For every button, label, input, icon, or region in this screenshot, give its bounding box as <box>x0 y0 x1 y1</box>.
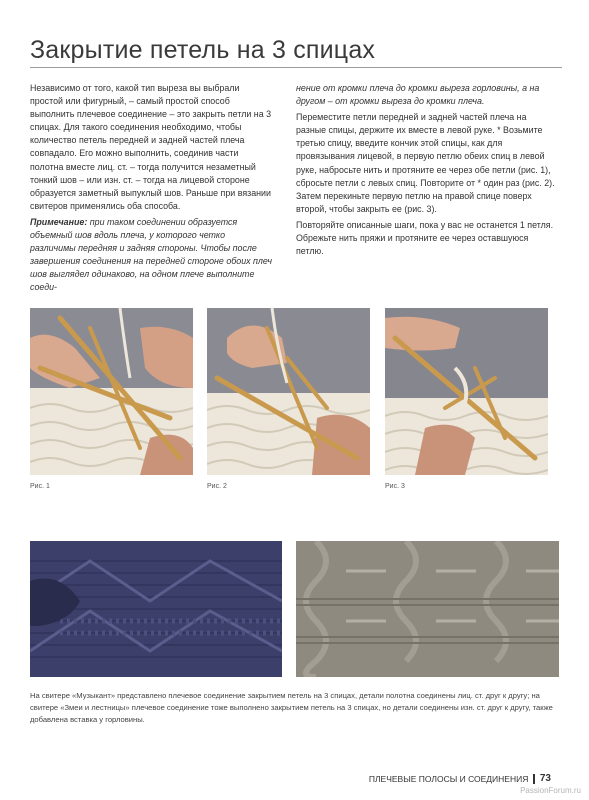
paragraph-intro: Независимо от того, какой тип выреза вы выбрали простой или фигурный, – самый простой способ выполнить плечевое соединение – это закрыть петли на 3 спицах. Для такого соединения необходимо, чтобы количество петель передней и задней частей плеча совпадало. Его можно выполнить, соединив части полотна вместе лиц. ст. – тогда получится незаметный тонкий шов – или изн. ст. – тогда на лицевой стороне образуется заметный выпуклый шов. Раньше при вязании свитеров применялись оба способа. <box>30 83 272 211</box>
right-text-column <box>296 82 558 261</box>
figure-3-photo <box>385 308 548 475</box>
left-text-column <box>30 82 272 298</box>
note-text: при таком соединении образуется объемный шов вдоль плеча, у которого четко различимы передняя и задняя стороны. Чтобы после завершения соединения на передней стороне обоих плеч шов выглядел одинаково, на одном плече выполните соеди- <box>30 216 272 293</box>
watermark: PassionForum.ru <box>520 786 581 795</box>
paragraph-repeat: Повторяйте описанные шаги, пока у вас не останется 1 петля. Обрежьте нить пряжи и протяните ее через оставшуюся петлю. <box>296 219 554 257</box>
figure-2-photo <box>207 308 370 475</box>
figure-2-caption: Рис. 2 <box>207 483 227 490</box>
figure-3-caption: Рис. 3 <box>385 483 405 490</box>
paragraph-steps: Переместите петли передней и задней частей плеча на разные спицы, держите их вместе в левой руке. * Возьмите третью спицу, введите кончик этой спицы, как для провязывания лицевой, в первую петлю обеих спиц в левой руке, набросьте нить и протяните ее через обе петли (рис. 1), сбросьте петли с левых спиц. Повторите от * один раз (рис. 2). Затем перекиньте первую петлю на правой спице поверх второй, чтобы закрыть ее (рис. 3). <box>296 112 555 214</box>
title-rule <box>30 67 562 68</box>
paragraph-continued: нение от кромки плеча до кромки выреза горловины, а на другом – от кромки выреза до кромки плеча. <box>296 83 540 107</box>
footer-section-title: ПЛЕЧЕВЫЕ ПОЛОСЫ И СОЕДИНЕНИЯ <box>368 773 529 784</box>
bottom-caption: На свитере «Музыкант» представлено плечевое соединение закрытием петель на 3 спицах, детали полотна соединены лиц. ст. друг к другу; на свитере «Змеи и лестницы» плечевое соединение тоже выполнено закрытием петель на 3 спицах, но детали соединены изн. ст. друг к другу, также добавлена вставка у горловины. <box>30 691 553 725</box>
page-footer <box>369 773 551 784</box>
page-title: Закрытие петель на 3 спицах <box>30 36 376 64</box>
musician-sweater-photo <box>30 541 282 677</box>
note-label: Примечание: <box>30 216 88 227</box>
snakes-ladders-sweater-photo <box>296 541 559 677</box>
footer-separator <box>533 774 535 784</box>
page-number: 73 <box>539 773 551 784</box>
figure-1-caption: Рис. 1 <box>30 483 50 490</box>
note-paragraph <box>30 216 272 295</box>
figure-1-photo <box>30 308 193 475</box>
